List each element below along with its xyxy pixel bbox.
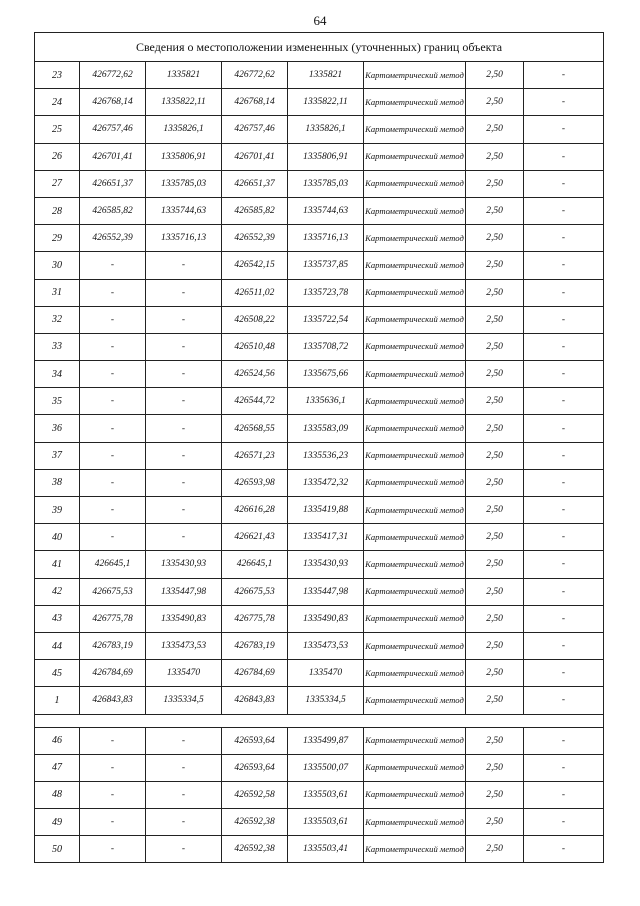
new-y-cell: 1335708,72 xyxy=(288,333,364,360)
point-number-cell: 43 xyxy=(35,605,80,632)
accuracy-cell: 2,50 xyxy=(466,578,524,605)
existing-y-cell: - xyxy=(146,809,222,836)
new-x-cell: 426701,41 xyxy=(222,143,288,170)
existing-x-cell: 426783,19 xyxy=(80,632,146,659)
new-x-cell: 426675,53 xyxy=(222,578,288,605)
accuracy-cell: 2,50 xyxy=(466,727,524,754)
new-x-cell: 426508,22 xyxy=(222,306,288,333)
method-cell: Картометрический метод xyxy=(364,551,466,578)
point-number-cell: 42 xyxy=(35,578,80,605)
existing-y-cell: - xyxy=(146,279,222,306)
existing-x-cell: 426645,1 xyxy=(80,551,146,578)
new-y-cell: 1335417,31 xyxy=(288,524,364,551)
point-number-cell: 27 xyxy=(35,170,80,197)
method-cell: Картометрический метод xyxy=(364,836,466,863)
new-y-cell: 1335737,85 xyxy=(288,252,364,279)
existing-y-cell: - xyxy=(146,442,222,469)
description-cell: - xyxy=(524,143,604,170)
existing-x-cell: 426784,69 xyxy=(80,660,146,687)
table-row xyxy=(35,660,604,687)
new-x-cell: 426645,1 xyxy=(222,551,288,578)
method-cell: Картометрический метод xyxy=(364,143,466,170)
new-x-cell: 426542,15 xyxy=(222,252,288,279)
accuracy-cell: 2,50 xyxy=(466,442,524,469)
accuracy-cell: 2,50 xyxy=(466,143,524,170)
table-row xyxy=(35,333,604,360)
existing-x-cell: 426772,62 xyxy=(80,62,146,89)
method-cell: Картометрический метод xyxy=(364,469,466,496)
existing-x-cell: - xyxy=(80,333,146,360)
existing-y-cell: - xyxy=(146,781,222,808)
table-row xyxy=(35,116,604,143)
point-number-cell: 35 xyxy=(35,388,80,415)
existing-y-cell: 1335447,98 xyxy=(146,578,222,605)
new-y-cell: 1335822,11 xyxy=(288,89,364,116)
accuracy-cell: 2,50 xyxy=(466,469,524,496)
accuracy-cell: 2,50 xyxy=(466,116,524,143)
table-row xyxy=(35,781,604,808)
new-y-cell: 1335716,13 xyxy=(288,225,364,252)
table-row xyxy=(35,279,604,306)
new-x-cell: 426592,58 xyxy=(222,781,288,808)
table-row xyxy=(35,197,604,224)
description-cell: - xyxy=(524,524,604,551)
existing-x-cell: 426585,82 xyxy=(80,197,146,224)
description-cell: - xyxy=(524,687,604,714)
table-row xyxy=(35,578,604,605)
existing-y-cell: 1335821 xyxy=(146,62,222,89)
table-row xyxy=(35,727,604,754)
new-y-cell: 1335583,09 xyxy=(288,415,364,442)
method-cell: Картометрический метод xyxy=(364,225,466,252)
description-cell: - xyxy=(524,170,604,197)
existing-x-cell: - xyxy=(80,306,146,333)
table-row xyxy=(35,524,604,551)
existing-x-cell: - xyxy=(80,836,146,863)
existing-x-cell: - xyxy=(80,361,146,388)
new-y-cell: 1335785,03 xyxy=(288,170,364,197)
point-number-cell: 32 xyxy=(35,306,80,333)
method-cell: Картометрический метод xyxy=(364,524,466,551)
existing-x-cell: - xyxy=(80,497,146,524)
existing-x-cell: - xyxy=(80,279,146,306)
accuracy-cell: 2,50 xyxy=(466,605,524,632)
new-y-cell: 1335723,78 xyxy=(288,279,364,306)
existing-y-cell: 1335716,13 xyxy=(146,225,222,252)
point-number-cell: 24 xyxy=(35,89,80,116)
section-separator xyxy=(35,714,604,727)
table-row xyxy=(35,89,604,116)
existing-y-cell: 1335822,11 xyxy=(146,89,222,116)
description-cell: - xyxy=(524,279,604,306)
point-number-cell: 50 xyxy=(35,836,80,863)
method-cell: Картометрический метод xyxy=(364,89,466,116)
new-y-cell: 1335806,91 xyxy=(288,143,364,170)
table-row xyxy=(35,632,604,659)
accuracy-cell: 2,50 xyxy=(466,279,524,306)
new-x-cell: 426524,56 xyxy=(222,361,288,388)
accuracy-cell: 2,50 xyxy=(466,252,524,279)
description-cell: - xyxy=(524,754,604,781)
method-cell: Картометрический метод xyxy=(364,333,466,360)
existing-x-cell: 426651,37 xyxy=(80,170,146,197)
method-cell: Картометрический метод xyxy=(364,197,466,224)
description-cell: - xyxy=(524,306,604,333)
accuracy-cell: 2,50 xyxy=(466,809,524,836)
existing-y-cell: - xyxy=(146,388,222,415)
existing-x-cell: 426843,83 xyxy=(80,687,146,714)
existing-y-cell: 1335785,03 xyxy=(146,170,222,197)
accuracy-cell: 2,50 xyxy=(466,89,524,116)
description-cell: - xyxy=(524,727,604,754)
existing-x-cell: 426675,53 xyxy=(80,578,146,605)
new-x-cell: 426585,82 xyxy=(222,197,288,224)
point-number-cell: 31 xyxy=(35,279,80,306)
existing-y-cell: - xyxy=(146,497,222,524)
new-x-cell: 426592,38 xyxy=(222,836,288,863)
new-y-cell: 1335675,66 xyxy=(288,361,364,388)
point-number-cell: 47 xyxy=(35,754,80,781)
table-row xyxy=(35,469,604,496)
table-row xyxy=(35,754,604,781)
point-number-cell: 40 xyxy=(35,524,80,551)
accuracy-cell: 2,50 xyxy=(466,836,524,863)
new-y-cell: 1335419,88 xyxy=(288,497,364,524)
method-cell: Картометрический метод xyxy=(364,388,466,415)
method-cell: Картометрический метод xyxy=(364,442,466,469)
new-x-cell: 426621,43 xyxy=(222,524,288,551)
existing-x-cell: 426552,39 xyxy=(80,225,146,252)
new-x-cell: 426593,64 xyxy=(222,727,288,754)
accuracy-cell: 2,50 xyxy=(466,632,524,659)
table-row xyxy=(35,551,604,578)
new-x-cell: 426552,39 xyxy=(222,225,288,252)
table-row xyxy=(35,306,604,333)
new-x-cell: 426768,14 xyxy=(222,89,288,116)
new-y-cell: 1335473,53 xyxy=(288,632,364,659)
new-x-cell: 426593,98 xyxy=(222,469,288,496)
point-number-cell: 44 xyxy=(35,632,80,659)
new-x-cell: 426616,28 xyxy=(222,497,288,524)
description-cell: - xyxy=(524,89,604,116)
existing-y-cell: 1335806,91 xyxy=(146,143,222,170)
table-row xyxy=(35,388,604,415)
method-cell: Картометрический метод xyxy=(364,727,466,754)
existing-y-cell: - xyxy=(146,754,222,781)
description-cell: - xyxy=(524,809,604,836)
accuracy-cell: 2,50 xyxy=(466,333,524,360)
existing-y-cell: 1335470 xyxy=(146,660,222,687)
table-row xyxy=(35,605,604,632)
existing-x-cell: 426768,14 xyxy=(80,89,146,116)
new-y-cell: 1335636,1 xyxy=(288,388,364,415)
new-x-cell: 426783,19 xyxy=(222,632,288,659)
new-x-cell: 426772,62 xyxy=(222,62,288,89)
description-cell: - xyxy=(524,116,604,143)
table-row xyxy=(35,415,604,442)
accuracy-cell: 2,50 xyxy=(466,197,524,224)
new-x-cell: 426568,55 xyxy=(222,415,288,442)
method-cell: Картометрический метод xyxy=(364,306,466,333)
boundary-coordinates-table xyxy=(34,32,604,863)
new-y-cell: 1335470 xyxy=(288,660,364,687)
new-y-cell: 1335503,61 xyxy=(288,809,364,836)
new-y-cell: 1335536,23 xyxy=(288,442,364,469)
description-cell: - xyxy=(524,388,604,415)
accuracy-cell: 2,50 xyxy=(466,497,524,524)
existing-x-cell: - xyxy=(80,727,146,754)
new-y-cell: 1335826,1 xyxy=(288,116,364,143)
description-cell: - xyxy=(524,442,604,469)
description-cell: - xyxy=(524,660,604,687)
existing-y-cell: - xyxy=(146,524,222,551)
point-number-cell: 37 xyxy=(35,442,80,469)
description-cell: - xyxy=(524,497,604,524)
method-cell: Картометрический метод xyxy=(364,781,466,808)
existing-x-cell: - xyxy=(80,252,146,279)
new-y-cell: 1335472,32 xyxy=(288,469,364,496)
new-x-cell: 426571,23 xyxy=(222,442,288,469)
new-x-cell: 426593,64 xyxy=(222,754,288,781)
accuracy-cell: 2,50 xyxy=(466,388,524,415)
table-row xyxy=(35,62,604,89)
new-x-cell: 426544,72 xyxy=(222,388,288,415)
point-number-cell: 25 xyxy=(35,116,80,143)
description-cell: - xyxy=(524,415,604,442)
table-row xyxy=(35,170,604,197)
new-x-cell: 426651,37 xyxy=(222,170,288,197)
existing-x-cell: 426775,78 xyxy=(80,605,146,632)
accuracy-cell: 2,50 xyxy=(466,225,524,252)
point-number-cell: 29 xyxy=(35,225,80,252)
section-separator-row xyxy=(35,714,604,727)
method-cell: Картометрический метод xyxy=(364,279,466,306)
description-cell: - xyxy=(524,605,604,632)
existing-y-cell: - xyxy=(146,836,222,863)
existing-y-cell: - xyxy=(146,727,222,754)
accuracy-cell: 2,50 xyxy=(466,660,524,687)
new-x-cell: 426592,38 xyxy=(222,809,288,836)
description-cell: - xyxy=(524,836,604,863)
new-y-cell: 1335821 xyxy=(288,62,364,89)
existing-y-cell: 1335473,53 xyxy=(146,632,222,659)
table-row xyxy=(35,361,604,388)
method-cell: Картометрический метод xyxy=(364,809,466,836)
table-row xyxy=(35,252,604,279)
method-cell: Картометрический метод xyxy=(364,605,466,632)
description-cell: - xyxy=(524,781,604,808)
existing-x-cell: - xyxy=(80,388,146,415)
new-y-cell: 1335744,63 xyxy=(288,197,364,224)
new-x-cell: 426775,78 xyxy=(222,605,288,632)
existing-y-cell: - xyxy=(146,469,222,496)
accuracy-cell: 2,50 xyxy=(466,687,524,714)
description-cell: - xyxy=(524,62,604,89)
point-number-cell: 36 xyxy=(35,415,80,442)
accuracy-cell: 2,50 xyxy=(466,524,524,551)
description-cell: - xyxy=(524,469,604,496)
existing-x-cell: - xyxy=(80,809,146,836)
method-cell: Картометрический метод xyxy=(364,660,466,687)
method-cell: Картометрический метод xyxy=(364,578,466,605)
point-number-cell: 30 xyxy=(35,252,80,279)
existing-x-cell: 426757,46 xyxy=(80,116,146,143)
method-cell: Картометрический метод xyxy=(364,497,466,524)
accuracy-cell: 2,50 xyxy=(466,781,524,808)
accuracy-cell: 2,50 xyxy=(466,415,524,442)
new-y-cell: 1335430,93 xyxy=(288,551,364,578)
point-number-cell: 23 xyxy=(35,62,80,89)
new-y-cell: 1335490,83 xyxy=(288,605,364,632)
table-title-row xyxy=(35,33,604,62)
description-cell: - xyxy=(524,632,604,659)
existing-y-cell: - xyxy=(146,252,222,279)
accuracy-cell: 2,50 xyxy=(466,754,524,781)
method-cell: Картометрический метод xyxy=(364,62,466,89)
new-y-cell: 1335722,54 xyxy=(288,306,364,333)
existing-y-cell: 1335430,93 xyxy=(146,551,222,578)
point-number-cell: 33 xyxy=(35,333,80,360)
new-x-cell: 426757,46 xyxy=(222,116,288,143)
existing-y-cell: 1335744,63 xyxy=(146,197,222,224)
accuracy-cell: 2,50 xyxy=(466,551,524,578)
point-number-cell: 48 xyxy=(35,781,80,808)
point-number-cell: 39 xyxy=(35,497,80,524)
description-cell: - xyxy=(524,197,604,224)
method-cell: Картометрический метод xyxy=(364,754,466,781)
description-cell: - xyxy=(524,578,604,605)
table-row xyxy=(35,225,604,252)
existing-x-cell: - xyxy=(80,415,146,442)
existing-x-cell: - xyxy=(80,469,146,496)
table-row xyxy=(35,497,604,524)
existing-y-cell: - xyxy=(146,361,222,388)
new-y-cell: 1335500,07 xyxy=(288,754,364,781)
method-cell: Картометрический метод xyxy=(364,361,466,388)
point-number-cell: 1 xyxy=(35,687,80,714)
point-number-cell: 49 xyxy=(35,809,80,836)
table-row xyxy=(35,442,604,469)
point-number-cell: 34 xyxy=(35,361,80,388)
point-number-cell: 45 xyxy=(35,660,80,687)
point-number-cell: 41 xyxy=(35,551,80,578)
existing-y-cell: - xyxy=(146,333,222,360)
method-cell: Картометрический метод xyxy=(364,252,466,279)
accuracy-cell: 2,50 xyxy=(466,170,524,197)
new-y-cell: 1335503,61 xyxy=(288,781,364,808)
description-cell: - xyxy=(524,333,604,360)
point-number-cell: 38 xyxy=(35,469,80,496)
point-number-cell: 26 xyxy=(35,143,80,170)
point-number-cell: 28 xyxy=(35,197,80,224)
method-cell: Картометрический метод xyxy=(364,687,466,714)
method-cell: Картометрический метод xyxy=(364,170,466,197)
table-row xyxy=(35,809,604,836)
existing-x-cell: - xyxy=(80,781,146,808)
method-cell: Картометрический метод xyxy=(364,415,466,442)
page-number: 64 xyxy=(313,13,327,28)
description-cell: - xyxy=(524,225,604,252)
point-number-cell: 46 xyxy=(35,727,80,754)
new-x-cell: 426511,02 xyxy=(222,279,288,306)
method-cell: Картометрический метод xyxy=(364,632,466,659)
new-x-cell: 426784,69 xyxy=(222,660,288,687)
method-cell: Картометрический метод xyxy=(364,116,466,143)
table-title: Сведения о местоположении измененных (уточненных) границ объекта xyxy=(35,33,604,62)
table-row xyxy=(35,687,604,714)
existing-x-cell: - xyxy=(80,754,146,781)
table-row xyxy=(35,143,604,170)
description-cell: - xyxy=(524,252,604,279)
existing-x-cell: - xyxy=(80,524,146,551)
existing-y-cell: 1335334,5 xyxy=(146,687,222,714)
new-y-cell: 1335503,41 xyxy=(288,836,364,863)
existing-x-cell: - xyxy=(80,442,146,469)
accuracy-cell: 2,50 xyxy=(466,62,524,89)
accuracy-cell: 2,50 xyxy=(466,361,524,388)
table-row xyxy=(35,836,604,863)
existing-x-cell: 426701,41 xyxy=(80,143,146,170)
existing-y-cell: - xyxy=(146,415,222,442)
new-y-cell: 1335499,87 xyxy=(288,727,364,754)
existing-y-cell: - xyxy=(146,306,222,333)
new-y-cell: 1335447,98 xyxy=(288,578,364,605)
description-cell: - xyxy=(524,551,604,578)
existing-y-cell: 1335490,83 xyxy=(146,605,222,632)
new-y-cell: 1335334,5 xyxy=(288,687,364,714)
new-x-cell: 426510,48 xyxy=(222,333,288,360)
accuracy-cell: 2,50 xyxy=(466,306,524,333)
new-x-cell: 426843,83 xyxy=(222,687,288,714)
existing-y-cell: 1335826,1 xyxy=(146,116,222,143)
description-cell: - xyxy=(524,361,604,388)
